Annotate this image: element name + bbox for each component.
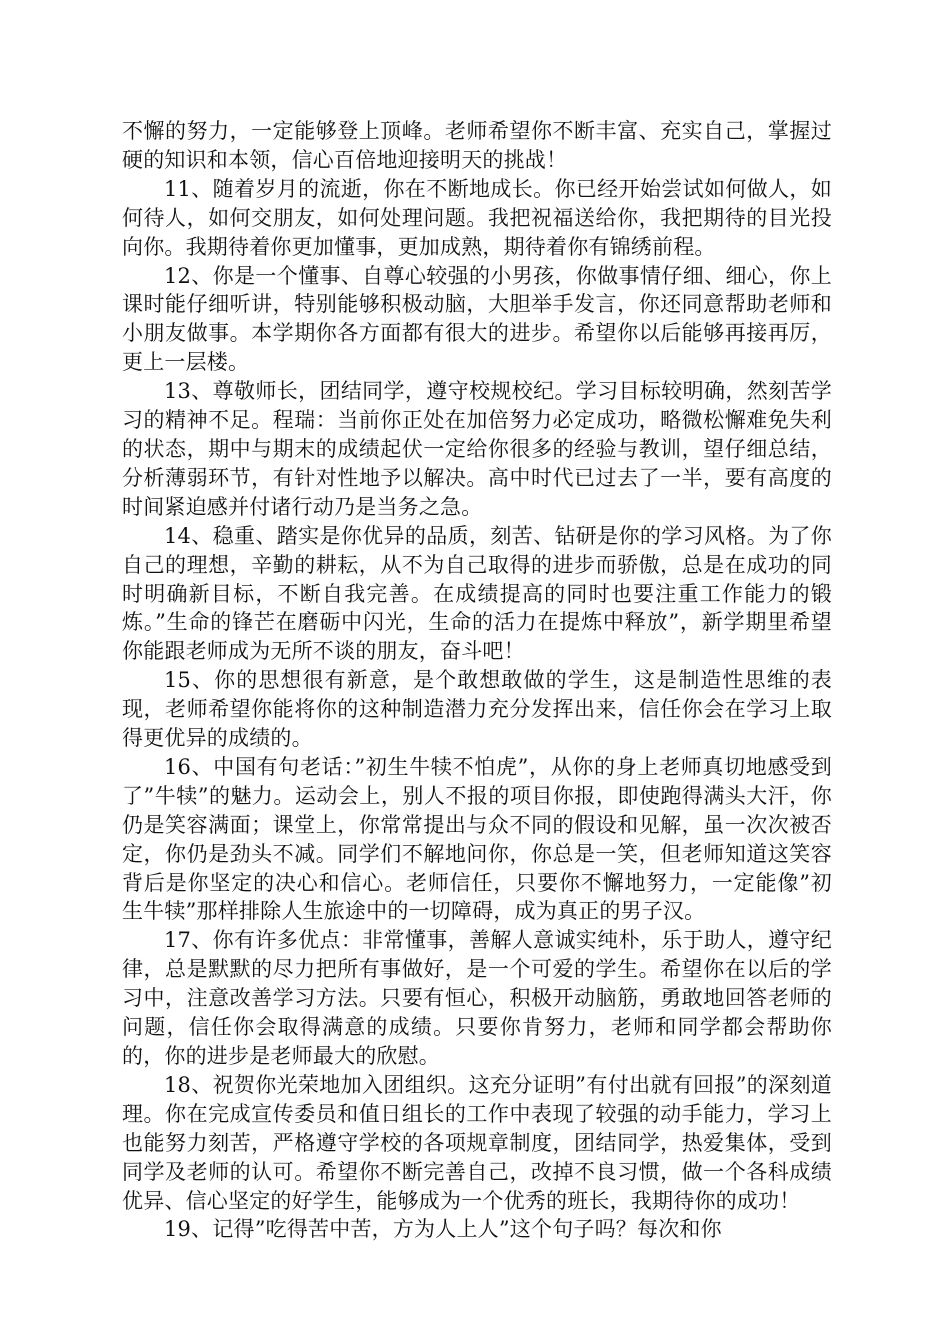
paragraph-item-17: 17、你有许多优点：非常懂事，善解人意诚实纯朴，乐于助人，遵守纪律，总是默默的尽力把所有事做好，是一个可爱的学生。希望你在以后的学习中，注意改善学习方法。只要有恒心，积极开动脑筋，勇敢地回答老师的问题，信任你会取得满意的成绩。只要你肯努力，老师和同学都会帮助你的，你的进步是老师最大的欣慰。 xyxy=(122,928,832,1068)
paragraph-item-16: 16、中国有句老话：”初生牛犊不怕虎”，从你的身上老师真切地感受到了”牛犊”的魅力。运动会上，别人不报的项目你报，即使跑得满头大汗，你仍是笑容满面；课堂上，你常常提出与众不同的假设和见解，虽一次次被否定，你仍是劲头不减。同学们不解地问你，你总是一笑，但老师知道这笑容背后是你坚定的决心和信心。老师信任，只要你不懈地努力，一定能像”初生牛犊”那样排除人生旅途中的一切障碍，成为真正的男子汉。 xyxy=(122,754,832,924)
paragraph-item-18: 18、祝贺你光荣地加入团组织。这充分证明”有付出就有回报”的深刻道理。你在完成宣传委员和值日组长的工作中表现了较强的动手能力，学习上也能努力刻苦，严格遵守学校的各项规章制度，团结同学，热爱集体，受到同学及老师的认可。希望你不断完善自己，改掉不良习惯，做一个各科成绩优异、信心坚定的好学生，能够成为一个优秀的班长，我期待你的成功！ xyxy=(122,1072,832,1213)
paragraph-item-19: 19、记得”吃得苦中苦，方为人上人”这个句子吗？每次和你 xyxy=(164,1217,722,1242)
document-body xyxy=(122,117,832,1244)
paragraph-item-11: 11、随着岁月的流逝，你在不断地成长。你已经开始尝试如何做人，如何待人，如何交朋友，如何处理问题。我把祝福送给你，我把期待的目光投向你。我期待着你更加懂事，更加成熟，期待着你有锦绣前程。 xyxy=(122,176,832,259)
paragraph-item-14: 14、稳重、踏实是你优异的品质，刻苦、钻研是你的学习风格。为了你自己的理想，辛勤的耕耘，从不为自己取得的进步而骄傲，总是在成功的同时明确新目标，不断自我完善。在成绩提高的同时也要注重工作能力的锻炼。”生命的锋芒在磨砺中闪光，生命的活力在提炼中释放”，新学期里希望你能跟老师成为无所不谈的朋友，奋斗吧！ xyxy=(122,523,832,664)
paragraph-continuation: 不懈的努力，一定能够登上顶峰。老师希望你不断丰富、充实自己，掌握过硬的知识和本领，信心百倍地迎接明天的挑战！ xyxy=(122,119,832,172)
paragraph-item-13: 13、尊敬师长，团结同学，遵守校规校纪。学习目标较明确，然刻苦学习的精神不足。程瑞：当前你正处在加倍努力必定成功，略微松懈难免失利的状态，期中与期末的成绩起伏一定给你很多的经验与教训，望仔细总结，分析薄弱环节，有针对性地予以解决。高中时代已过去了一半，要有高度的时间紧迫感并付诸行动乃是当务之急。 xyxy=(122,379,832,519)
paragraph-item-12: 12、你是一个懂事、自尊心较强的小男孩，你做事情仔细、细心，你上课时能仔细听讲，特别能够积极动脑，大胆举手发言，你还同意帮助老师和小朋友做事。本学期你各方面都有很大的进步。希望你以后能够再接再厉，更上一层楼。 xyxy=(122,263,832,375)
paragraph-item-15: 15、你的思想很有新意，是个敢想敢做的学生，这是制造性思维的表现，老师希望你能将你的这种制造潜力充分发挥出来，信任你会在学习上取得更优异的成绩的。 xyxy=(122,668,832,751)
